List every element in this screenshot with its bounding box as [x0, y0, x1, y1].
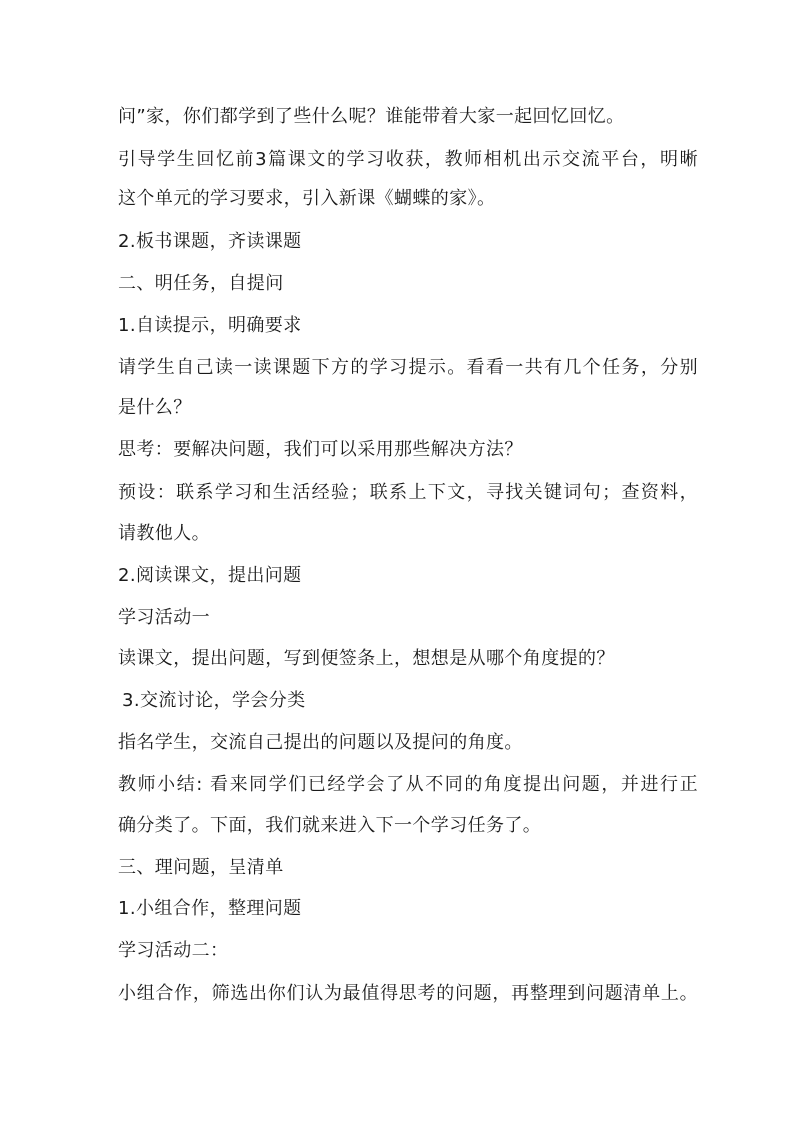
text-line-10: 预设：联系学习和生活经验；联系上下文，寻找关键词句；查资料， — [118, 482, 698, 503]
text-line-17: 教师小结: 看来同学们已经学会了从不同的角度提出问题，并进行正 — [118, 774, 698, 795]
text-line-4: 2.板书课题，齐读课题 — [118, 231, 302, 252]
text-line-18: 确分类了。下面，我们就来进入下一个学习任务了。 — [118, 815, 542, 836]
text-line-6: 1.自读提示，明确要求 — [118, 315, 302, 336]
text-line-21: 学习活动二： — [118, 940, 229, 961]
text-line-7: 请学生自己读一读课题下方的学习提示。看看一共有几个任务，分别 — [118, 357, 698, 378]
text-line-20: 1.小组合作，整理问题 — [118, 898, 302, 919]
text-line-11: 请教他人。 — [118, 523, 210, 544]
text-line-12: 2.阅读课文，提出问题 — [118, 565, 302, 586]
text-line-8: 是什么？ — [118, 397, 192, 418]
text-line-2: 引导学生回忆前3篇课文的学习收获，教师相机出示交流平台，明晰 — [118, 149, 698, 170]
text-line-9: 思考：要解决问题，我们可以采用那些解决方法？ — [118, 439, 523, 460]
text-line-16: 指名学生，交流自己提出的问题以及提问的角度。 — [118, 732, 523, 753]
text-line-15: 3.交流讨论，学会分类 — [122, 690, 306, 711]
text-line-13: 学习活动一 — [118, 607, 210, 628]
text-line-1: 问”家，你们都学到了些什么呢？谁能带着大家一起回忆回忆。 — [118, 106, 625, 127]
section-heading-3: 三、理问题，呈清单 — [118, 857, 284, 878]
section-heading-2: 二、明任务，自提问 — [118, 273, 284, 294]
text-line-3: 这个单元的学习要求，引入新课《蝴蝶的家》。 — [118, 188, 496, 209]
text-line-22: 小组合作，筛选出你们认为最值得思考的问题，再整理到问题清单上。 — [118, 983, 698, 1004]
text-line-14: 读课文，提出问题，写到便签条上，想想是从哪个角度提的？ — [118, 648, 615, 669]
